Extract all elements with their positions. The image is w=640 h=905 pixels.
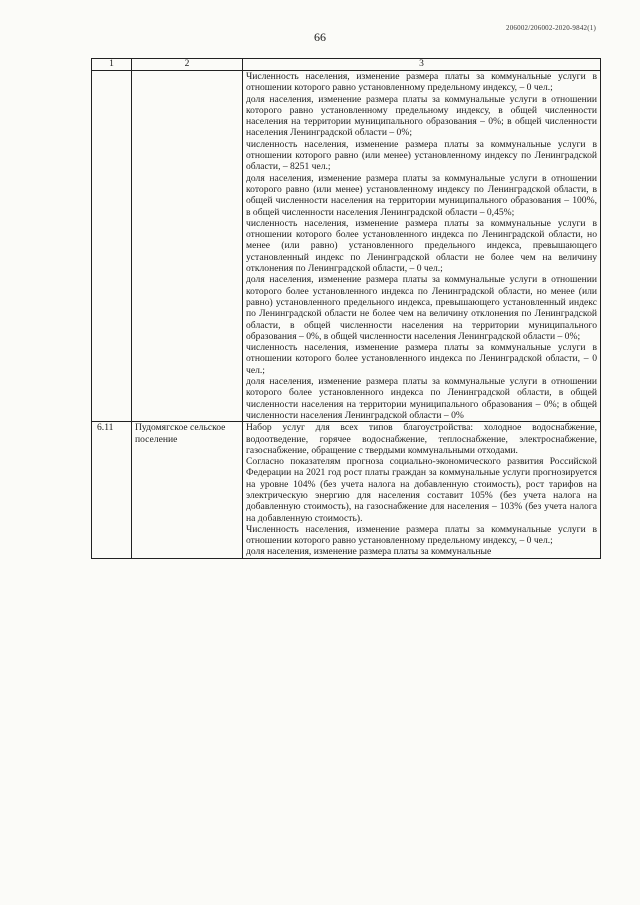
column-header-1: 1 <box>92 59 132 71</box>
column-header-2: 2 <box>132 59 243 71</box>
settlement-name <box>132 71 243 422</box>
paragraph: численность населения, изменение размера платы за коммунальные услуги в отношении которого равно (или менее) установленному индексу по Ленинградской области, – 8251 чел.; <box>246 138 597 173</box>
paragraph: Численность населения, изменение размера платы за коммунальные услуги в отношении которого равно установленному предельному индексу, – 0 чел.; <box>246 523 597 547</box>
paragraph: Численность населения, изменение размера платы за коммунальные услуги в отношении которого равно установленному предельному индексу, – 0 чел.; <box>246 71 597 94</box>
paragraph: доля населения, изменение размера платы за коммунальные <box>246 546 492 558</box>
row-number: 6.11 <box>92 422 132 559</box>
paragraph: Согласно показателям прогноза социально-экономического развития Российской Федерации на 2021 год рост платы граждан за коммунальные услуги прогнозируется на уровне 104% (без учета налога на добавленную стоимость), рост тарифов на электрическую энергию для населения составит 105% (без учета налога на добавленную стоимость), на газоснабжение для населения – 103% (без учета налога на добавленную стоимость). <box>246 456 597 524</box>
column-header-3: 3 <box>243 59 601 71</box>
row-number <box>92 71 132 422</box>
table-row <box>92 71 601 422</box>
document-code: 206002/206002-2020-9842(1) <box>506 24 596 32</box>
paragraph: численность населения, изменение размера платы за коммунальные услуги в отношении которого более установленного индекса по Ленинградской области, но менее (или равно) установленного предельного индекса, превышающего установленный индекс по Ленинградской области не более чем на величину отклонения по Ленинградской области, – 0 чел.; <box>246 217 597 275</box>
paragraph: доля населения, изменение размера платы за коммунальные услуги в отношении которого более установленного индекса по Ленинградской области, но менее (или равно) установленного предельного индекса, превышающего установленный индекс по Ленинградской области не более чем на величину отклонения по Ленинградской области, в общей численности населения на территории муниципального образования – 0%, в общей численности населения Ленинградской области – 0%; <box>246 274 597 342</box>
row-description <box>243 71 601 422</box>
paragraph: доля населения, изменение размера платы за коммунальные услуги в отношении которого более установленного индекса по Ленинградской области, в общей численности населения на территории муниципального образования – 0%; в общей численности населения Ленинградской области – 0% <box>246 376 597 421</box>
paragraph: Набор услуг для всех типов благоустройства: холодное водоснабжение, водоотведение, горячее водоснабжение, теплоснабжение, электроснабжение, газоснабжение, обращение с твердыми коммунальными отходами. <box>246 422 597 456</box>
row-description <box>243 422 601 559</box>
paragraph: доля населения, изменение размера платы за коммунальные услуги в отношении которого равно (или менее) установленному индексу по Ленинградской области, в общей численности населения на территории муниципального образования – 100%, в общей численности населения Ленинградской области – 0,45%; <box>246 172 597 218</box>
main-table <box>91 58 601 559</box>
settlement-name: Пудомягское сельское поселение <box>132 422 243 559</box>
page-number: 66 <box>314 30 326 44</box>
column-header-row <box>92 59 601 71</box>
paragraph: численность населения, изменение размера платы за коммунальные услуги в отношении которого более установленного индекса по Ленинградской области, – 0 чел.; <box>246 342 597 376</box>
paragraph: доля населения, изменение размера платы за коммунальные услуги в отношении которого равно установленному предельному индексу, в общей численности населения на территории муниципального образования – 0%; в общей численности населения Ленинградской области – 0%; <box>246 93 597 139</box>
table-row <box>92 422 601 559</box>
